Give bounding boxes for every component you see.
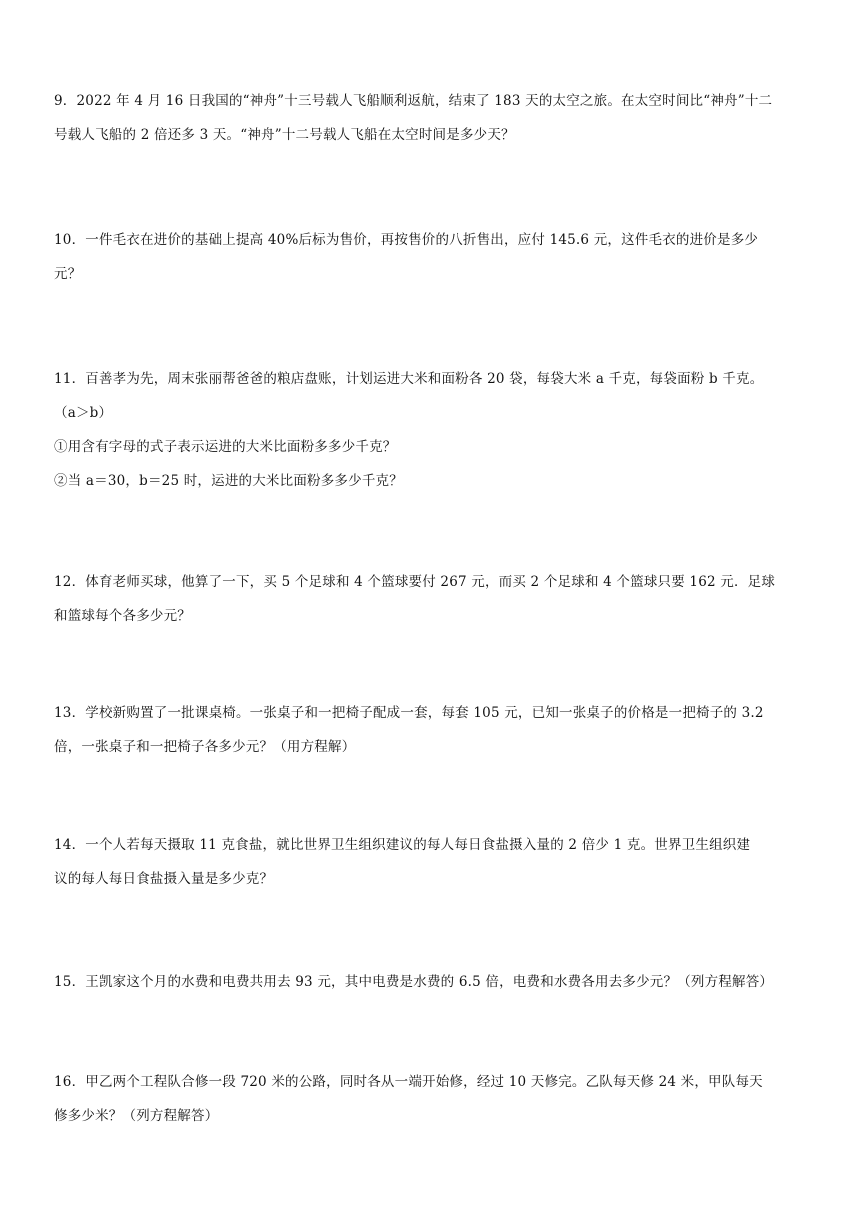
problem-10-line-1: 10．一件毛衣在进价的基础上提高 40%后标为售价，再按售价的八折售出，应付 145.6 元，这件毛衣的进价是多少 <box>54 232 759 248</box>
problem-16 <box>54 1065 810 1133</box>
problem-11-line-2: （a＞b） <box>54 405 113 421</box>
problem-16-line-1: 16．甲乙两个工程队合修一段 720 米的公路，同时各从一端开始修，经过 10 天修完。乙队每天修 24 米，甲队每天 <box>54 1074 763 1090</box>
problem-14 <box>54 828 810 896</box>
problem-9 <box>54 84 810 152</box>
problem-10-line-2: 元？ <box>54 266 82 282</box>
problem-11 <box>54 362 810 498</box>
problem-9-line-2: 号载人飞船的 2 倍还多 3 天。“神舟”十二号载人飞船在太空时间是多少天？ <box>54 127 515 143</box>
problem-13 <box>54 696 810 764</box>
problem-10 <box>54 223 810 291</box>
problem-14-line-2: 议的每人每日食盐摄入量是多少克？ <box>54 871 274 887</box>
problem-11-line-4: ②当 a＝30，b＝25 时，运进的大米比面粉多多少千克？ <box>54 473 403 489</box>
problem-11-line-1: 11．百善孝为先，周末张丽帮爸爸的粮店盘账，计划运进大米和面粉各 20 袋，每袋大米 a 千克，每袋面粉 b 千克。 <box>54 371 764 387</box>
problem-13-line-2: 倍，一张桌子和一把椅子各多少元？（用方程解） <box>54 739 356 755</box>
problem-13-line-1: 13．学校新购置了一批课桌椅。一张桌子和一把椅子配成一套，每套 105 元，已知一张桌子的价格是一把椅子的 3.2 <box>54 705 764 721</box>
problem-16-line-2: 修多少米？（列方程解答） <box>54 1108 219 1124</box>
problem-9-line-1: 9．2022 年 4 月 16 日我国的“神舟”十三号载人飞船顺利返航，结束了 183 天的太空之旅。在太空时间比“神舟”十二 <box>54 93 773 109</box>
problem-12-line-2: 和篮球每个各多少元？ <box>54 608 191 624</box>
problem-14-line-1: 14．一个人若每天摄取 11 克食盐，就比世界卫生组织建议的每人每日食盐摄入量的 2 倍少 1 克。世界卫生组织建 <box>54 837 751 853</box>
problem-12 <box>54 565 810 633</box>
problem-15-line-1: 15．王凯家这个月的水费和电费共用去 93 元，其中电费是水费的 6.5 倍，电费和水费各用去多少元？（列方程解答） <box>54 974 774 990</box>
problem-11-line-3: ①用含有字母的式子表示运进的大米比面粉多多少千克？ <box>54 439 397 455</box>
problem-12-line-1: 12．体育老师买球，他算了一下，买 5 个足球和 4 个篮球要付 267 元，而买 2 个足球和 4 个篮球只要 162 元．足球 <box>54 574 776 590</box>
problem-15 <box>54 965 810 999</box>
